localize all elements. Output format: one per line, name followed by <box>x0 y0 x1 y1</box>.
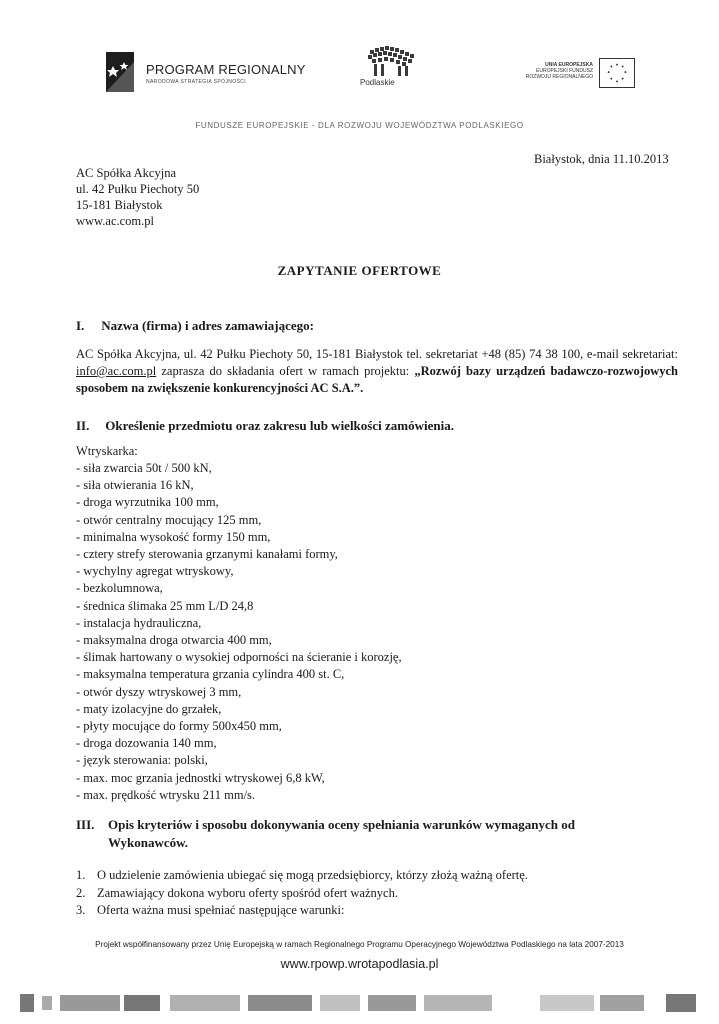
list-item: - maty izolacyjne do grzałek, <box>76 701 222 716</box>
footer-note: Projekt współfinansowany przez Unię Europejską w ramach Regionalnego Programu Operacyjnego Województwa Podlaskiego na lata 2007-2013 <box>95 940 624 949</box>
section-1-text-b: zaprasza do składania ofert w ramach projektu: <box>156 364 415 378</box>
list-item: - siła otwierania 16 kN, <box>76 478 194 493</box>
list-item: - droga wyrzutnika 100 mm, <box>76 495 219 510</box>
item-text: O udzielenie zamówienia ubiegać się mogą przedsiębiorcy, którzy złożą ważną ofertę. <box>97 868 528 882</box>
machine-label: Wtryskarka: <box>76 444 138 458</box>
item-number: 2. <box>76 885 86 900</box>
footer-url[interactable]: www.rpowp.wrotapodlasia.pl <box>280 957 439 971</box>
bison-mosaic-icon <box>348 44 438 80</box>
item-text: Oferta ważna musi spełniać następujące warunki: <box>97 903 345 917</box>
list-item: - ślimak hartowany o wysokiej odporności na ścieranie i korozję, <box>76 650 402 665</box>
footer-decorative-strip <box>20 992 700 1014</box>
list-item: - wychylny agregat wtryskowy, <box>76 564 234 579</box>
list-item: - max. prędkość wtrysku 211 mm/s. <box>76 787 256 802</box>
recipient-name: AC Spółka Akcyjna <box>76 166 176 180</box>
recipient-street: ul. 42 Pułku Piechoty 50 <box>76 182 200 196</box>
podlaskie-label: Podlaskie <box>360 78 395 87</box>
project-name: „Rozwój bazy urządzeń badawczo-rozwojowych sposobem na zwiększenie konkurencyjności AC S.A.”. <box>76 364 678 395</box>
program-regionalny-mark-icon <box>104 52 136 94</box>
section-2-title: Określenie przedmiotu oraz zakresu lub wielkości zamówienia. <box>105 418 454 433</box>
podlaskie-logo <box>348 44 438 94</box>
list-item: - maksymalna temperatura grzania cylindra 400 st. C, <box>76 667 345 682</box>
item-number: 1. <box>76 868 86 882</box>
section-1-text-a: AC Spółka Akcyjna, ul. 42 Pułku Piechoty 50, 15-181 Białystok tel. sekretariat +48 (85) 74 38 100, e-mail sekretariat: <box>76 347 678 361</box>
list-item: - siła zwarcia 50t / 500 kN, <box>76 461 212 475</box>
recipient-city: 15-181 Białystok <box>76 198 163 212</box>
section-2-heading <box>76 418 454 434</box>
list-item: - droga dozowania 140 mm, <box>76 736 217 751</box>
list-item: - bezkolumnowa, <box>76 581 163 596</box>
eu-line-2: EUROPEJSKI FUNDUSZ <box>536 68 593 74</box>
eu-text <box>526 62 593 80</box>
item-number: 3. <box>76 903 86 917</box>
list-item: - maksymalna droga otwarcia 400 mm, <box>76 633 272 648</box>
section-3-title-line-1: Opis kryteriów i sposobu dokonywania oceny spełniania warunków wymaganych od <box>108 817 576 832</box>
email-link[interactable]: info@ac.com.pl <box>76 364 157 378</box>
list-item: - minimalna wysokość formy 150 mm, <box>76 529 271 544</box>
spec-list <box>76 460 402 804</box>
section-3-number: III. <box>76 817 95 832</box>
list-item: - język sterowania: polski, <box>76 753 208 768</box>
eu-line-1: UNIA EUROPEJSKA <box>545 62 593 68</box>
program-title: PROGRAM REGIONALNY <box>146 62 306 77</box>
eu-line-3: ROZWOJU REGIONALNEGO <box>525 74 593 80</box>
list-item: - cztery strefy sterowania grzanymi kanałami formy, <box>76 547 338 562</box>
eu-logo <box>505 58 635 92</box>
section-1-number: I. <box>76 318 85 333</box>
recipient-address <box>76 165 199 229</box>
list-item: - płyty mocujące do formy 500x450 mm, <box>76 719 282 734</box>
item-text: Zamawiający dokona wyboru oferty spośród ofert ważnych. <box>97 885 398 900</box>
eu-flag-icon <box>599 58 635 88</box>
list-item: - średnica ślimaka 25 mm L/D 24,8 <box>76 598 254 613</box>
section-1-title: Nazwa (firma) i adres zamawiającego: <box>101 318 314 333</box>
document-date: Białystok, dnia 11.10.2013 <box>534 152 669 166</box>
section-3-heading <box>76 816 680 852</box>
section-2-number: II. <box>76 418 90 433</box>
list-item: - otwór dyszy wtryskowej 3 mm, <box>76 684 242 699</box>
program-regionalny-logo <box>104 48 304 100</box>
section-1-paragraph <box>76 346 678 397</box>
list-item: - otwór centralny mocujący 125 mm, <box>76 512 262 527</box>
list-item: - max. moc grzania jednostki wtryskowej 6,8 kW, <box>76 770 325 785</box>
section-1-heading <box>76 318 314 334</box>
document-title: ZAPYTANIE OFERTOWE <box>277 263 442 278</box>
list-item <box>76 902 528 920</box>
funds-line: FUNDUSZE EUROPEJSKIE - DLA ROZWOJU WOJEWÓDZTWA PODLASKIEGO <box>195 121 524 130</box>
program-subtitle: NARODOWA STRATEGIA SPÓJNOŚCI <box>146 79 247 85</box>
list-item <box>76 885 528 903</box>
section-3-title-line-2: Wykonawców. <box>108 835 189 850</box>
list-item <box>76 867 528 885</box>
recipient-website: www.ac.com.pl <box>76 214 154 228</box>
criteria-list <box>76 867 528 920</box>
list-item: - instalacja hydrauliczna, <box>76 615 202 630</box>
